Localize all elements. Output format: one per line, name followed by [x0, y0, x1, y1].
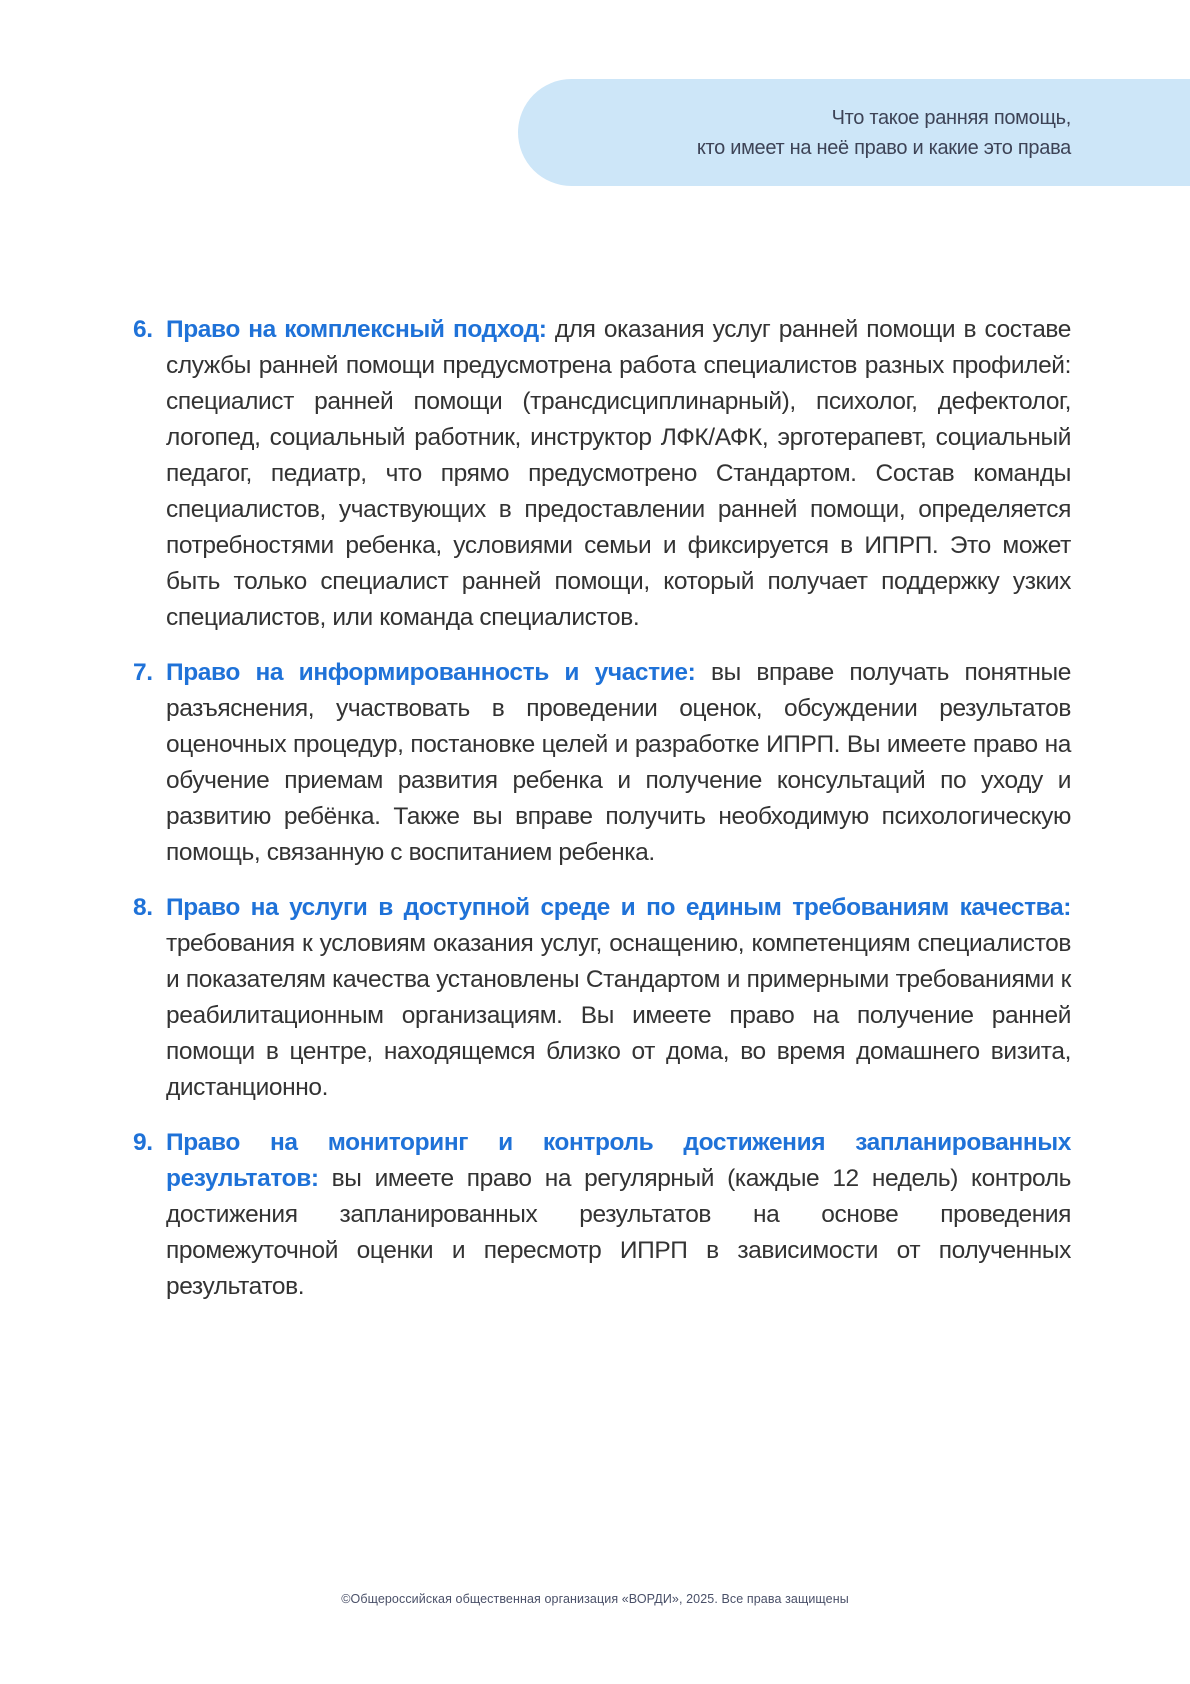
copyright-icon: © — [341, 1592, 351, 1606]
section-title-line-1: Что такое ранняя помощь, — [831, 107, 1071, 129]
item-text: вы имеете право на регулярный (каждые 12 недель) контроль достижения запланированных результатов на основе проведения промежуточной оценки и пересмотр ИПРП в зависимости от полученных результатов. — [166, 1165, 1071, 1300]
section-title-line-2: кто имеет на неё право и какие это права — [696, 137, 1071, 159]
section-title — [697, 103, 1071, 163]
item-number: 9. — [133, 1129, 153, 1156]
rights-list — [133, 312, 1071, 1324]
copyright-text: Общероссийская общественная организация «ВОРДИ», 2025. Все права защищены — [350, 1592, 849, 1606]
item-text: требования к условиям оказания услуг, оснащению, компетенциям специалистов и показателям качества установлены Стандартом и примерными требованиями к реабилитационным организациям. Вы имеете право на получение ранней помощи в центре, находящемся близко от дома, во время домашнего визита, дистанционно. — [166, 930, 1071, 1101]
footer-copyright — [0, 1592, 1190, 1606]
item-text: для оказания услуг ранней помощи в составе службы ранней помощи предусмотрена работа специалистов разных профилей: специалист ранней помощи (трансдисциплинарный), психолог, дефектолог, логопед, социальный работник, инструктор ЛФК/АФК, эрготерапевт, социальный педагог, педиатр, что прямо предусмотрено Стандартом. Состав команды специалистов, участвующих в предоставлении ранней помощи, определяется потребностями ребенка, условиями семьи и фиксируется в ИПРП. Это может быть только специалист ранней помощи, который получает поддержку узких специалистов, или команда специалистов. — [166, 316, 1071, 631]
right-item-8 — [133, 890, 1071, 1106]
item-title: Право на информированность и участие: — [166, 659, 696, 686]
item-title: Право на услуги в доступной среде и по единым требованиям качества: — [166, 894, 1071, 921]
item-text: вы вправе получать понятные разъяснения, участвовать в проведении оценок, обсуждении результатов оценочных процедур, постановке целей и разработке ИПРП. Вы имеете право на обучение приемам развития ребенка и получение консультаций по уходу и развитию ребёнка. Также вы вправе получить необходимую психологическую помощь, связанную с воспитанием ребенка. — [166, 659, 1071, 866]
right-item-9 — [133, 1125, 1071, 1305]
item-number: 6. — [133, 316, 153, 343]
item-title: Право на мониторинг и контроль достижения запланированных результатов: — [166, 1129, 1071, 1192]
item-number: 7. — [133, 659, 153, 686]
item-number: 8. — [133, 894, 153, 921]
right-item-7 — [133, 655, 1071, 871]
item-title: Право на комплексный подход: — [166, 316, 547, 343]
right-item-6 — [133, 312, 1071, 636]
